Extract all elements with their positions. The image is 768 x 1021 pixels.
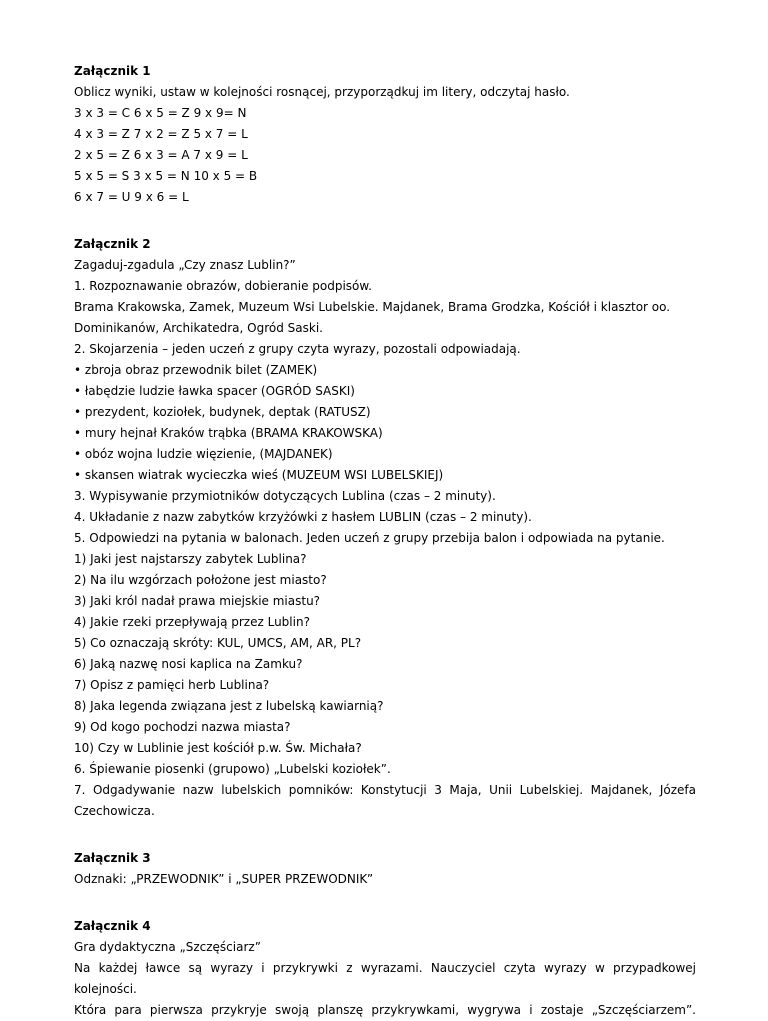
section-heading: Załącznik 2 (74, 237, 151, 251)
paragraph-line: Która para pierwsza przykryje swoją planszę przykrywkami, wygrywa i zostaje „Szczęściarzem”. (74, 1003, 696, 1017)
bullet-item: • obóz wojna ludzie więzienie, (MAJDANEK) (74, 447, 333, 461)
document-page (74, 61, 696, 1021)
paragraph-line: Na każdej ławce są wyrazy i przykrywki z wyrazami. Nauczyciel czyta wyrazy w przypadkowej kolejności. (74, 961, 696, 996)
question-item: 6) Jaką nazwę nosi kaplica na Zamku? (74, 657, 303, 671)
question-item: 4) Jakie rzeki przepływają przez Lublin? (74, 615, 310, 629)
paragraph-line: Odznaki: „PRZEWODNIK” i „SUPER PRZEWODNIK” (74, 872, 374, 886)
section-heading: Załącznik 4 (74, 919, 151, 933)
bullet-item: • skansen wiatrak wycieczka wieś (MUZEUM WSI LUBELSKIEJ) (74, 468, 444, 482)
task-item: 2. Skojarzenia – jeden uczeń z grupy czyta wyrazy, pozostali odpowiadają. (74, 342, 521, 356)
question-item: 8) Jaka legenda związana jest z lubelską kawiarnią? (74, 699, 384, 713)
game-title: Zagaduj-zgadula „Czy znasz Lublin?” (74, 258, 296, 272)
section-heading: Załącznik 3 (74, 851, 151, 865)
paragraph-line: Dominikanów, Archikatedra, Ogród Saski. (74, 321, 323, 335)
math-row: 2 x 5 = Z 6 x 3 = A 7 x 9 = L (74, 148, 248, 162)
task-item: 5. Odpowiedzi na pytania w balonach. Jeden uczeń z grupy przebija balon i odpowiada na pytanie. (74, 531, 665, 545)
task-item: 4. Układanie z nazw zabytków krzyżówki z hasłem LUBLIN (czas – 2 minuty). (74, 510, 532, 524)
bullet-item: • zbroja obraz przewodnik bilet (ZAMEK) (74, 363, 318, 377)
math-row: 5 x 5 = S 3 x 5 = N 10 x 5 = B (74, 169, 258, 183)
question-item: 1) Jaki jest najstarszy zabytek Lublina? (74, 552, 307, 566)
section-zalacznik-2 (74, 234, 696, 822)
task-item: 7. Odgadywanie nazw lubelskich pomników: Konstytucji 3 Maja, Unii Lubelskiej. Majdanek, Józefa (74, 783, 696, 797)
section-heading: Załącznik 1 (74, 64, 151, 78)
bullet-item: • prezydent, koziołek, budynek, deptak (RATUSZ) (74, 405, 371, 419)
task-item: 1. Rozpoznawanie obrazów, dobieranie podpisów. (74, 279, 372, 293)
question-item: 5) Co oznaczają skróty: KUL, UMCS, AM, AR, PL? (74, 636, 362, 650)
question-item: 9) Od kogo pochodzi nazwa miasta? (74, 720, 291, 734)
section-zalacznik-1 (74, 61, 696, 208)
question-item: 2) Na ilu wzgórzach położone jest miasto? (74, 573, 327, 587)
task-item: 3. Wypisywanie przymiotników dotyczących Lublina (czas – 2 minuty). (74, 489, 496, 503)
bullet-item: • łabędzie ludzie ławka spacer (OGRÓD SASKI) (74, 384, 355, 398)
section-spacer (74, 822, 696, 848)
question-item: 3) Jaki król nadał prawa miejskie miastu? (74, 594, 321, 608)
paragraph-line: Brama Krakowska, Zamek, Muzeum Wsi Lubelskie. Majdanek, Brama Grodzka, Kościół i klasztor oo. (74, 300, 671, 314)
bullet-item: • mury hejnał Kraków trąbka (BRAMA KRAKOWSKA) (74, 426, 383, 440)
section-spacer (74, 890, 696, 916)
paragraph-line: Czechowicza. (74, 804, 155, 818)
section-zalacznik-3 (74, 848, 696, 890)
question-item: 10) Czy w Lublinie jest kościół p.w. Św. Michała? (74, 741, 362, 755)
math-row: 4 x 3 = Z 7 x 2 = Z 5 x 7 = L (74, 127, 248, 141)
math-row: 6 x 7 = U 9 x 6 = L (74, 190, 189, 204)
instruction-text: Oblicz wyniki, ustaw w kolejności rosnącej, przyporządkuj im litery, odczytaj hasło. (74, 85, 570, 99)
section-spacer (74, 208, 696, 234)
section-zalacznik-4 (74, 916, 696, 1021)
math-row: 3 x 3 = C 6 x 5 = Z 9 x 9= N (74, 106, 247, 120)
game-title: Gra dydaktyczna „Szczęściarz” (74, 940, 261, 954)
question-item: 7) Opisz z pamięci herb Lublina? (74, 678, 270, 692)
task-item: 6. Śpiewanie piosenki (grupowo) „Lubelski koziołek”. (74, 762, 391, 776)
